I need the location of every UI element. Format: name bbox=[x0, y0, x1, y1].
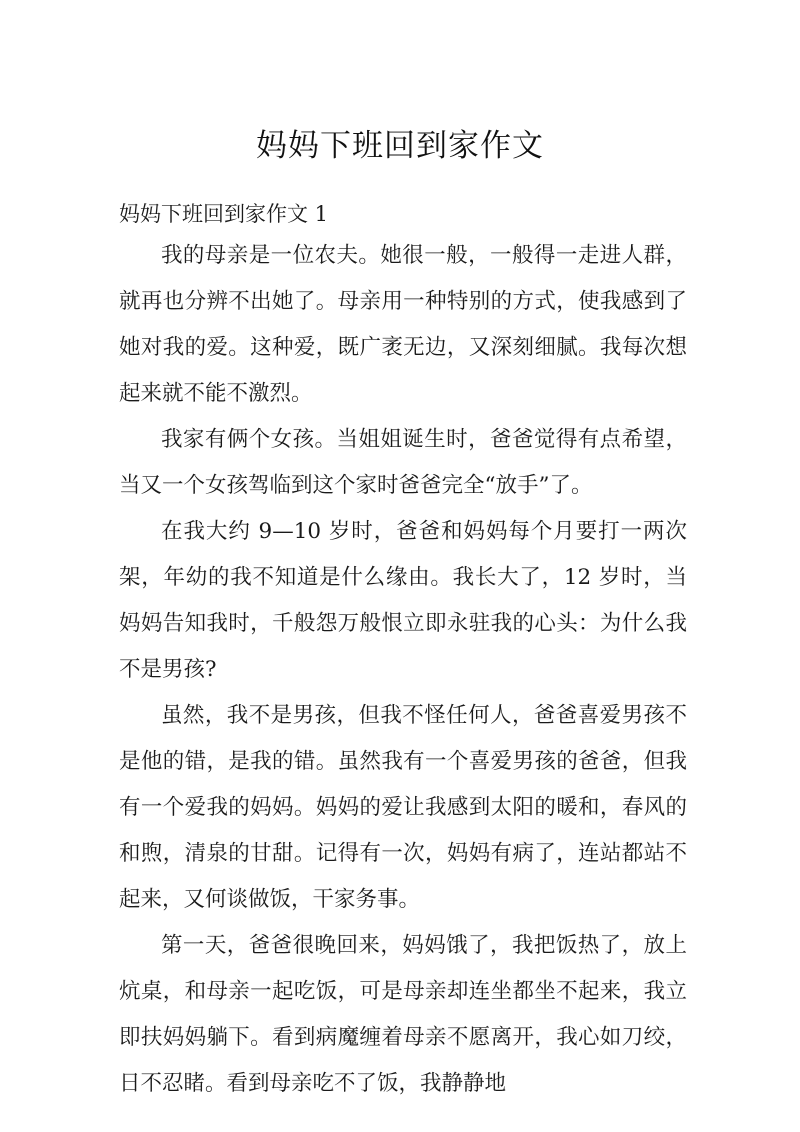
paragraph: 第一天，爸爸很晚回来，妈妈饿了，我把饭热了，放上炕桌，和母亲一起吃饭，可是母亲却连坐都坐不起来，我立即扶妈妈躺下。看到病魔缠着母亲不愿离开，我心如刀绞，日不忍睹。看到母亲吃不了饭，我静静地 bbox=[119, 933, 687, 1096]
section-heading: 妈妈下班回到家作文 1 bbox=[119, 202, 329, 226]
document-title: 妈妈下班回到家作文 bbox=[256, 128, 544, 164]
article-body bbox=[119, 233, 687, 1107]
paragraph: 我家有俩个女孩。当姐姐诞生时，爸爸觉得有点希望，当又一个女孩驾临到这个家时爸爸完全“放手”了。 bbox=[119, 427, 687, 498]
paragraph: 我的母亲是一位农夫。她很一般，一般得一走进人群，就再也分辨不出她了。母亲用一种特别的方式，使我感到了她对我的爱。这种爱，既广袤无边，又深刻细腻。我每次想起来就不能不激烈。 bbox=[119, 243, 687, 406]
paragraph: 在我大约 9—10 岁时，爸爸和妈妈每个月要打一两次架，年幼的我不知道是什么缘由。我长大了，12 岁时，当妈妈告知我时，千般怨万般恨立即永驻我的心头：为什么我不是男孩? bbox=[119, 519, 687, 682]
paragraph: 虽然，我不是男孩，但我不怪任何人，爸爸喜爱男孩不是他的错，是我的错。虽然我有一个喜爱男孩的爸爸，但我有一个爱我的妈妈。妈妈的爱让我感到太阳的暖和，春风的和煦，清泉的甘甜。记得有一次，妈妈有病了，连站都站不起来，又何谈做饭，干家务事。 bbox=[119, 703, 687, 912]
